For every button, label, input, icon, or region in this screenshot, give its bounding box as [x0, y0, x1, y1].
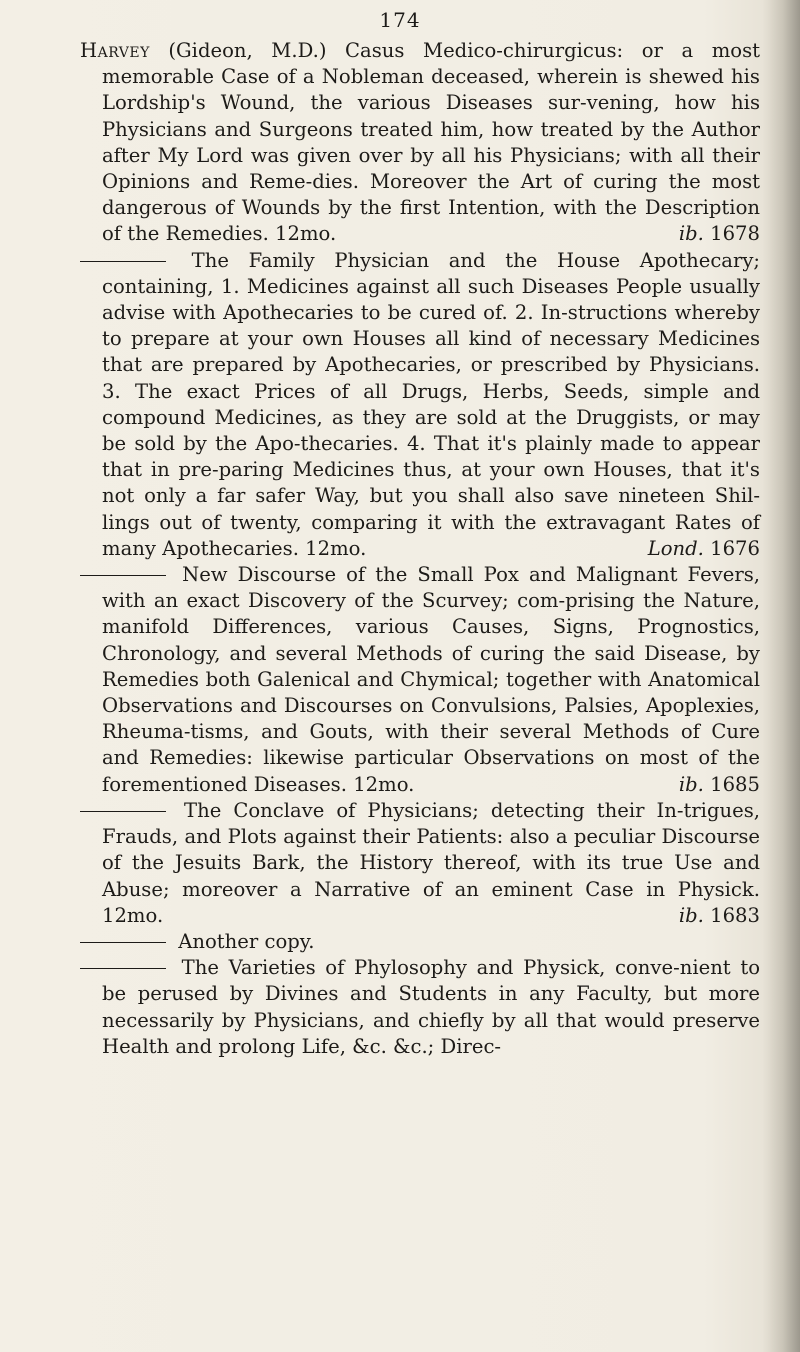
ditto-dash [80, 575, 166, 576]
entry-text: The Conclave of Physicians; detecting their In-trigues, Frauds, and Plots against their Patients: also a peculiar Discourse of the Jesuits Bark, the History thereof, with its true Use and Abuse; moreover a Narrative of an eminent Case in Physick. 12mo. [102, 798, 760, 927]
ditto-dash [80, 942, 166, 943]
entry-text: The Family Physician and the House Apothecary; containing, 1. Medicines against all such Diseases People usually advise with Apothecaries to be cured of. 2. In-structions whereby to prepare at your own Houses all kind of necessary Medicines that are prepared by Apothecaries, or prescribed by Physicians. 3. The exact Prices of all Drugs, Herbs, Seeds, simple and compound Medicines, as they are sold at the Druggists, or may be sold by the Apo-thecaries. 4. That it's plainly made to appear that in pre-paring Medicines thus, at your own Houses, that it's not only a far safer Way, but you shall also save nineteen Shil-lings out of twenty, comparing it with the extravagant Rates of many Apothecaries. 12mo. [102, 248, 761, 560]
ditto-dash [80, 261, 166, 262]
entry-varieties [80, 955, 760, 1060]
entry-place: Lond. [647, 536, 704, 560]
entry-another-copy [80, 929, 760, 955]
entry-year: 1685 [710, 772, 760, 796]
entry-small-pox [80, 562, 760, 798]
entry-place: ib. [678, 772, 704, 796]
entry-imprint [678, 903, 760, 929]
entry-text: The Varieties of Phylosophy and Physick, conve-nient to be perused by Divines and Students in any Faculty, but more necessarily by Physicians, and chiefly by all that would preserve Health and prolong Life, &c. &c.; Direc- [102, 956, 761, 1058]
catalogue-text [80, 38, 760, 1060]
entry-imprint [678, 772, 760, 798]
entry-year: 1683 [710, 903, 760, 927]
entry-harvey-casus [80, 38, 760, 248]
entry-imprint [678, 221, 760, 247]
entry-text: New Discourse of the Small Pox and Malignant Fevers, with an exact Discovery of the Scurvey; com-prising the Nature, manifold Differences, various Causes, Signs, Prognostics, Chronology, and several Methods of curing the said Disease, by Remedies both Galenical and Chymical; together with Anatomical Observations and Discourses on Convulsions, Palsies, Apoplexies, Rheuma-tisms, and Gouts, with their several Methods of Cure and Remedies: likewise particular Observations on most of the forementioned Diseases. 12mo. [102, 563, 760, 796]
entry-year: 1678 [710, 222, 760, 246]
entry-conclave [80, 798, 760, 929]
entry-text: (Gideon, M.D.) Casus Medico-chirurgicus: or a most memorable Case of a Nobleman deceased, wherein is shewed his Lordship's Wound, the various Diseases sur-vening, how his Physicians and Surgeons treated him, how treated by the Author after My Lord was given over by all his Physicians; with all their Opinions and Reme-dies. Moreover the Art of curing the most dangerous of Wounds by the first Intention, with the Description of the Remedies. 12mo. [102, 39, 760, 246]
page-number: 174 [379, 8, 421, 32]
entry-text: Another copy. [178, 929, 315, 953]
entry-place: ib. [678, 903, 704, 927]
entry-year: 1676 [710, 536, 760, 560]
entry-author: Harvey [80, 39, 150, 62]
ditto-dash [80, 811, 166, 812]
ditto-dash [80, 968, 166, 969]
page-edge-shadow [762, 0, 800, 1352]
entry-family-physician [80, 248, 760, 562]
entry-imprint [647, 536, 760, 562]
entry-place: ib. [678, 222, 704, 246]
